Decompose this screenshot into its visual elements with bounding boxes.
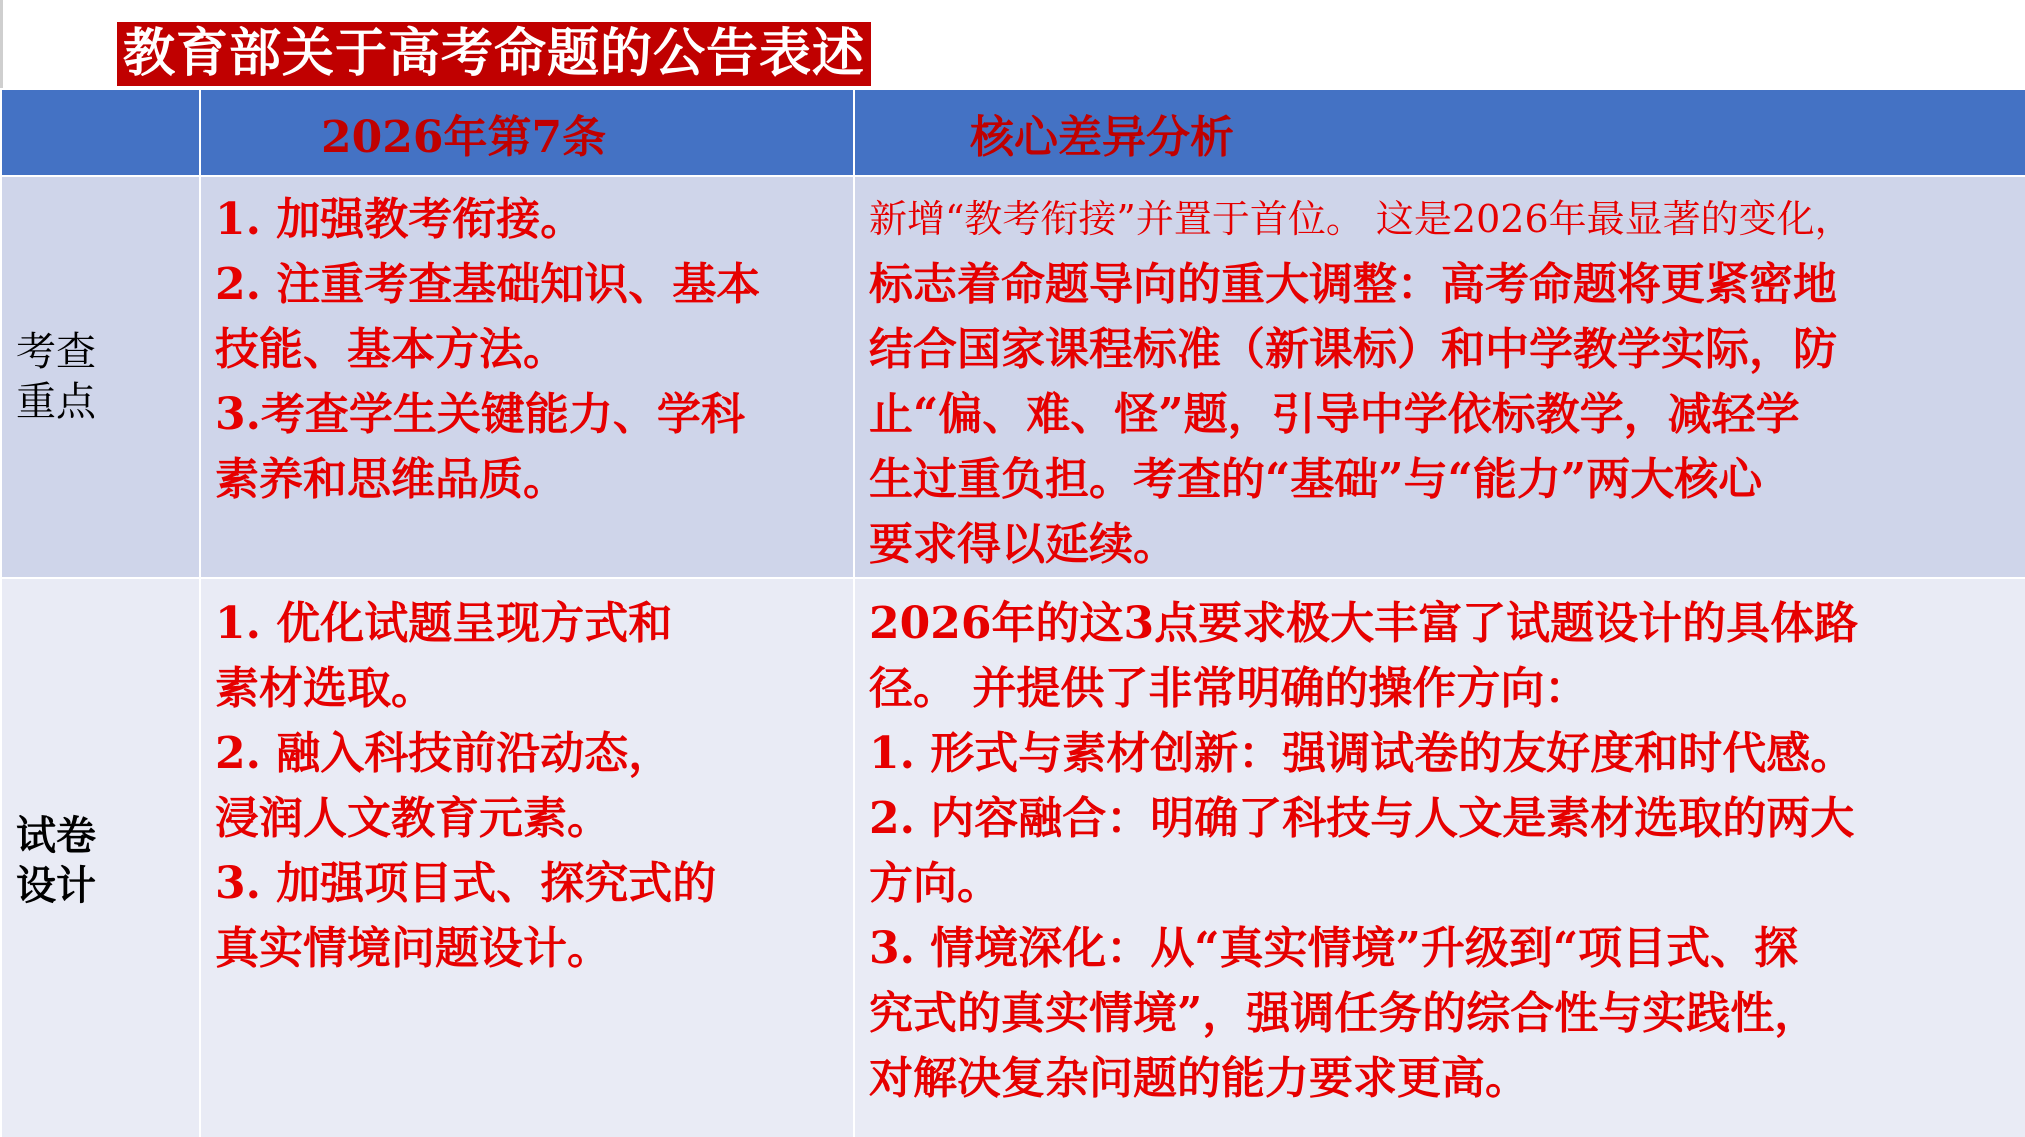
row-label-line: 设计 (16, 863, 96, 909)
row-label-paper-design (1, 578, 200, 1137)
row-label-exam-focus (1, 176, 200, 578)
analysis-line: 2. 内容融合：明确了科技与人文是素材选取的两大 (869, 793, 1855, 844)
point-line: 1. 加强教考衔接。 (215, 194, 585, 245)
analysis-line: 对解决复杂问题的能力要求更高。 (869, 1053, 1529, 1104)
points-cell-paper-design (200, 578, 854, 1137)
analysis-cell-paper-design (854, 578, 2025, 1137)
left-divider (0, 0, 3, 90)
row-label-line: 考查 (16, 329, 96, 375)
analysis-cell-exam-focus (854, 176, 2025, 578)
analysis-line: 3. 情境深化：从“真实情境”升级到“项目式、探 (869, 923, 1799, 974)
analysis-line: 要求得以延续。 (869, 519, 1177, 570)
row-label-line: 重点 (16, 379, 96, 425)
header-cell-analysis: 核心差异分析 (854, 89, 2025, 176)
analysis-line: 结合国家课程标准（新课标）和中学教学实际，防 (869, 324, 1837, 375)
point-line: 真实情境问题设计。 (215, 923, 611, 974)
analysis-line: 1. 形式与素材创新：强调试卷的友好度和时代感。 (869, 728, 1855, 779)
header-cell-empty (1, 89, 200, 176)
analysis-line: 生过重负担。考查的“基础”与“能力”两大核心 (869, 454, 1763, 505)
analysis-line: 究式的真实情境”，强调任务的综合性与实践性， (869, 988, 1819, 1039)
points-cell-exam-focus (200, 176, 854, 578)
point-line: 浸润人文教育元素。 (215, 793, 611, 844)
header-cell-2026-article: 2026年第7条 (200, 89, 854, 176)
slide-title: 教育部关于高考命题的公告表述 (117, 22, 871, 86)
comparison-table (0, 88, 2025, 1137)
table-row-paper-design (1, 578, 2025, 1137)
table-row-exam-focus (1, 176, 2025, 578)
point-line: 素养和思维品质。 (215, 454, 567, 505)
analysis-line: 2026年的这3点要求极大丰富了试题设计的具体路 (869, 598, 1859, 649)
point-line: 2. 注重考查基础知识、基本 (215, 259, 761, 310)
row-label-line: 试卷 (16, 813, 96, 859)
table-header-row (1, 89, 2025, 176)
analysis-line: 径。 并提供了非常明确的操作方向： (869, 663, 1589, 714)
point-line: 素材选取。 (215, 663, 435, 714)
analysis-line: 标志着命题导向的重大调整：高考命题将更紧密地 (869, 259, 1837, 310)
analysis-line: 新增“教考衔接”并置于首位。 这是2026年最显著的变化， (869, 197, 1853, 241)
analysis-line: 方向。 (869, 858, 1001, 909)
point-line: 3.考查学生关键能力、学科 (215, 389, 745, 440)
point-line: 1. 优化试题呈现方式和 (215, 598, 673, 649)
point-line: 3. 加强项目式、探究式的 (215, 858, 717, 909)
point-line: 2. 融入科技前沿动态， (215, 728, 673, 779)
analysis-line: 止“偏、难、怪”题，引导中学依标教学，减轻学 (869, 389, 1800, 440)
point-line: 技能、基本方法。 (215, 324, 567, 375)
